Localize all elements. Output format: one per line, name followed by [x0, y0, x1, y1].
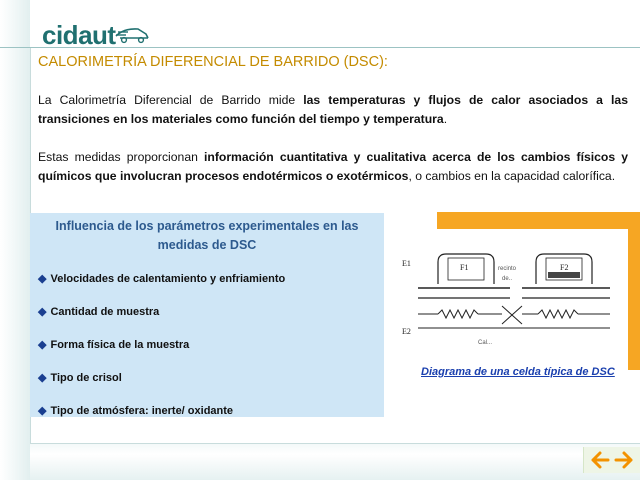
- slide-navigation: [583, 447, 640, 473]
- dsc-cell-diagram: [398, 244, 626, 348]
- diamond-bullet-icon: ◆: [38, 306, 47, 318]
- parameters-panel-title: Influencia de los parámetros experimentales en las medidas de DSC: [55, 219, 359, 252]
- list-item: ◆ Cantidad de muestra: [38, 306, 160, 318]
- diagram-note-bottom: Cal...: [478, 340, 493, 346]
- diagram-label-f1: F1: [460, 263, 469, 272]
- diagram-note-top: recinto: [498, 266, 517, 272]
- cidaut-logo: cidaut: [42, 20, 116, 50]
- list-item: ◆ Tipo de crisol: [38, 372, 122, 384]
- arrow-left-icon[interactable]: [589, 450, 611, 470]
- measures-paragraph: Estas medidas proporcionan información cuantitativa y cualitativa acerca de los cambios físicos y químicos que involucran procesos endotérmicos o exotérmicos, o cambios en la capacidad calorífica.: [38, 150, 628, 183]
- orange-frame-right: [628, 212, 640, 370]
- diagram-label-e1: E1: [402, 259, 411, 268]
- diagram-note-top2: de..: [502, 276, 513, 282]
- diagram-caption-link[interactable]: Diagrama de una celda típica de DSC: [421, 366, 615, 378]
- list-item: ◆ Tipo de atmósfera: inerte/ oxidante: [38, 405, 234, 417]
- list-item: ◆ Forma física de la muestra: [38, 339, 190, 351]
- logo-car-icon: [114, 24, 150, 44]
- arrow-right-icon[interactable]: [613, 450, 635, 470]
- diamond-bullet-icon: ◆: [38, 339, 47, 351]
- diamond-bullet-icon: ◆: [38, 405, 47, 417]
- diagram-label-f2: F2: [560, 263, 569, 272]
- footer-band: [30, 443, 640, 480]
- footer-divider: [30, 443, 640, 444]
- left-decor-bar: [0, 0, 30, 480]
- page-title: CALORIMETRÍA DIFERENCIAL DE BARRIDO (DSC):: [38, 54, 388, 70]
- list-item: ◆ Velocidades de calentamiento y enfriamiento: [38, 273, 286, 285]
- diagram-label-e2: E2: [402, 327, 411, 336]
- intro-paragraph: La Calorimetría Diferencial de Barrido mide las temperaturas y flujos de calor asociados a las transiciones en los materiales como función del tiempo y temperatura.: [38, 93, 628, 126]
- diamond-bullet-icon: ◆: [38, 372, 47, 384]
- orange-frame-top: [437, 212, 640, 229]
- diamond-bullet-icon: ◆: [38, 273, 47, 285]
